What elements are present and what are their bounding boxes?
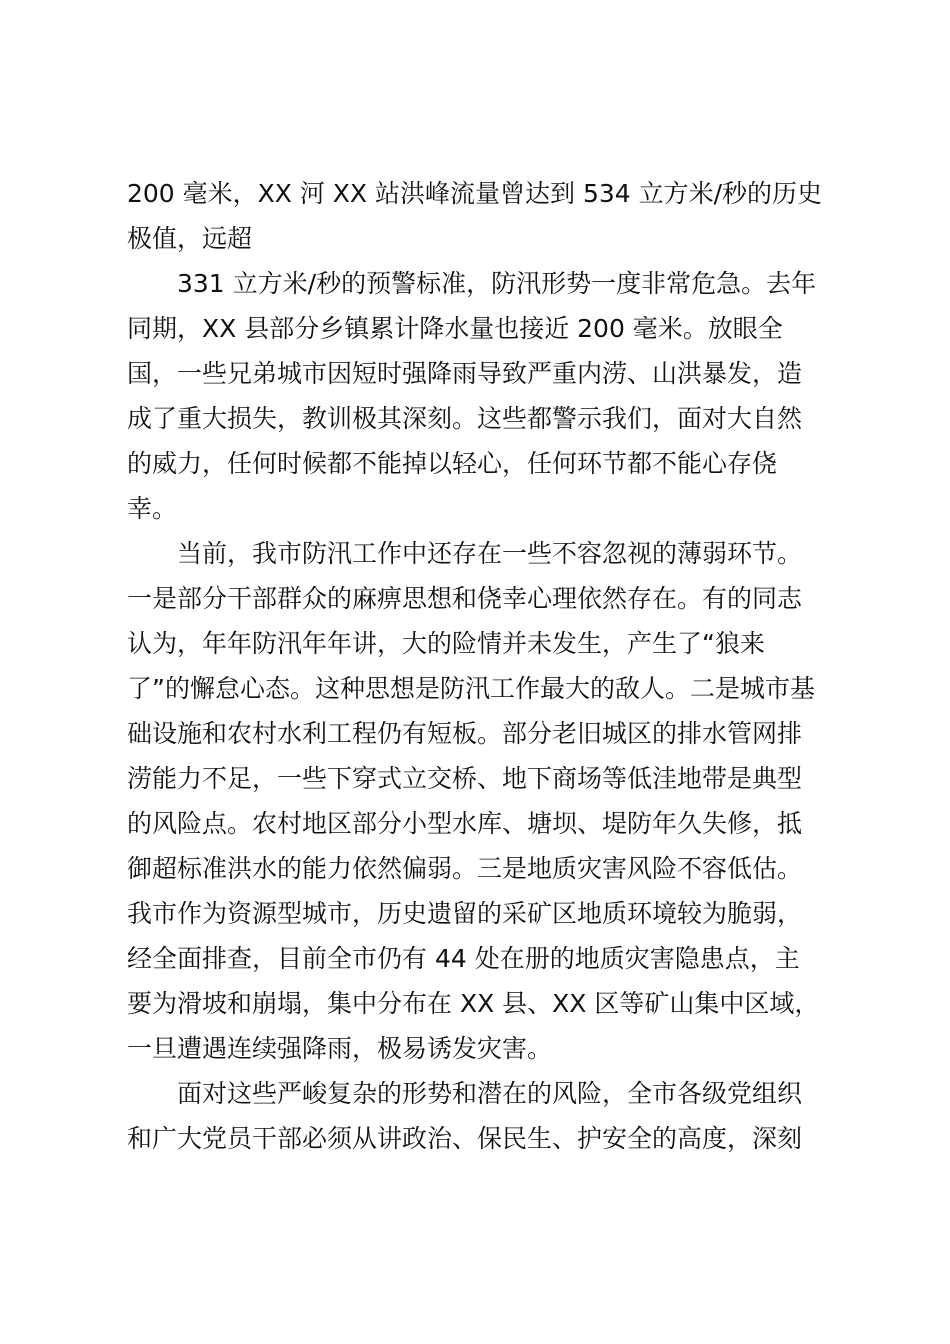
text-line: 要为滑坡和崩塌，集中分布在 XX 县、XX 区等矿山集中区域，: [127, 989, 820, 1018]
text-line: 200 毫米，XX 河 XX 站洪峰流量曾达到 534 立方米/秒的历史: [127, 179, 823, 208]
text-line: 御超标准洪水的能力依然偏弱。三是地质灾害风险不容低估。: [127, 854, 803, 883]
paragraph: [127, 1071, 837, 1161]
text-line: 幸。: [127, 494, 178, 523]
text-line: 331 立方米/秒的预警标准，防汛形势一度非常危急。去年: [177, 269, 817, 298]
text-line: 一是部分干部群众的麻痹思想和侥幸心理依然存在。有的同志: [127, 584, 803, 613]
text-line: 当前，我市防汛工作中还存在一些不容忽视的薄弱环节。: [177, 539, 803, 568]
text-line: 一旦遭遇连续强降雨，极易诱发灾害。: [127, 1034, 553, 1063]
text-line: 成了重大损失，教训极其深刻。这些都警示我们，面对大自然: [127, 404, 803, 433]
paragraph: [127, 531, 837, 1071]
text-line: 涝能力不足，一些下穿式立交桥、地下商场等低洼地带是典型: [127, 764, 803, 793]
paragraph: [127, 171, 837, 261]
text-line: 极值，远超: [127, 224, 253, 253]
text-line: 了”的懈怠心态。这种思想是防汛工作最大的敌人。二是城市基: [127, 674, 815, 703]
text-line: 的风险点。农村地区部分小型水库、塘坝、堤防年久失修，抵: [127, 809, 803, 838]
paragraph: [127, 261, 837, 531]
text-line: 面对这些严峻复杂的形势和潜在的风险，全市各级党组织: [177, 1079, 803, 1108]
body-text: [127, 171, 837, 1161]
text-line: 认为，年年防汛年年讲，大的险情并未发生，产生了“狼来: [127, 629, 765, 658]
text-line: 和广大党员干部必须从讲政治、保民生、护安全的高度，深刻: [127, 1124, 803, 1153]
text-line: 我市作为资源型城市，历史遗留的采矿区地质环境较为脆弱，: [127, 899, 803, 928]
text-line: 经全面排查，目前全市仍有 44 处在册的地质灾害隐患点，主: [127, 944, 800, 973]
text-line: 国，一些兄弟城市因短时强降雨导致严重内涝、山洪暴发，造: [127, 359, 803, 388]
text-line: 础设施和农村水利工程仍有短板。部分老旧城区的排水管网排: [127, 719, 803, 748]
text-line: 的威力，任何时候都不能掉以轻心，任何环节都不能心存侥: [127, 449, 778, 478]
text-line: 同期，XX 县部分乡镇累计降水量也接近 200 毫米。放眼全: [127, 314, 783, 343]
